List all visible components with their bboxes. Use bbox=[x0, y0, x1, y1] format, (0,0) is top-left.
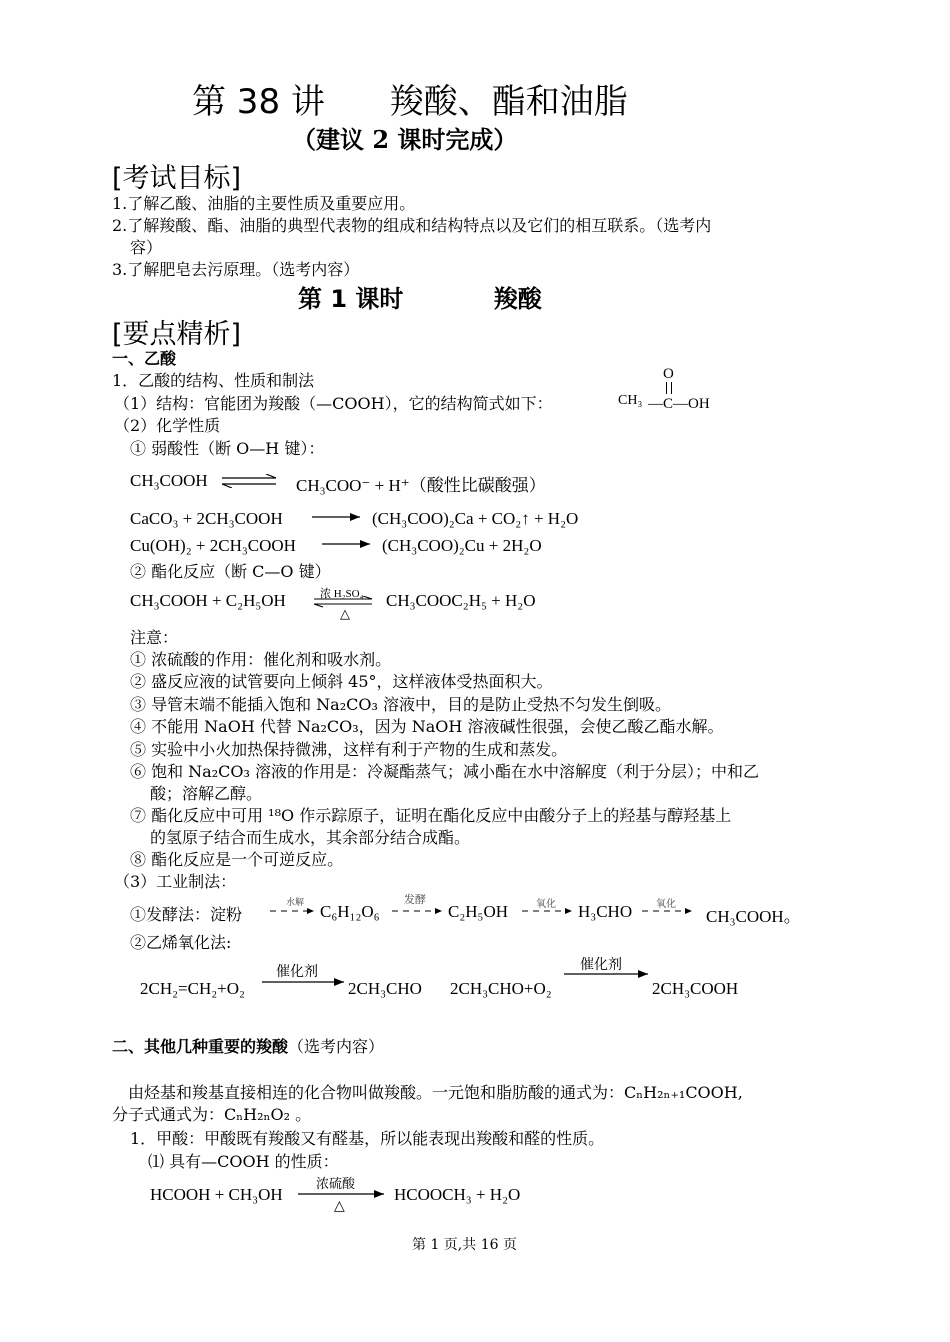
note-4: ④ 不能用 NaOH 代替 Na₂CO₃，因为 NaOH 溶液碱性很强，会使乙酸乙酯水解。 bbox=[130, 717, 724, 736]
lecture-number: 第 38 讲 bbox=[192, 82, 325, 122]
eq5-right: 2CH₃CHO bbox=[348, 979, 422, 998]
note-6: ⑥ 饱和 Na₂CO₃ 溶液的作用是：冷凝酯蒸气；减小酯在水中溶解度（利于分层）；中和乙 bbox=[130, 762, 759, 781]
ferment-arrow3-label: 氧化 bbox=[536, 899, 556, 910]
lesson-number: 第 1 课时 bbox=[298, 285, 404, 313]
fermentation-label: ①发酵法：淀粉 bbox=[130, 905, 243, 924]
note-7-cont: 的氢原子结合而生成水，其余部分结合成酯。 bbox=[150, 828, 471, 847]
ferment-product-4: CH₃COOH。 bbox=[706, 907, 801, 926]
exam-goals-heading: [考试目标] bbox=[112, 163, 242, 194]
eq5-catalyst: 催化剂 bbox=[276, 964, 318, 980]
exam-goal-1: 1.了解乙酸、油脂的主要性质及重要应用。 bbox=[112, 194, 416, 213]
eq2-left: CaCO₃ + 2CH₃COOH bbox=[130, 509, 283, 528]
note-6-cont: 酸；溶解乙醇。 bbox=[150, 784, 263, 803]
esterification-line: ② 酯化反应（断 C—O 键） bbox=[130, 562, 331, 581]
exam-goal-3: 3.了解肥皂去污原理。（选考内容） bbox=[112, 260, 360, 279]
notes-heading: 注意： bbox=[130, 628, 179, 647]
section2-paragraph-1: 由烃基和羧基直接相连的化合物叫做羧酸。一元饱和脂肪酸的通式为：CₙH₂ₙ₊₁COOH, bbox=[128, 1083, 743, 1102]
eq6-catalyst: 催化剂 bbox=[580, 957, 622, 973]
section2-title: 二、其他几种重要的羧酸 bbox=[112, 1037, 289, 1056]
ferment-product-1: C₆H₁₂O₆ bbox=[320, 902, 380, 921]
ferment-arrow4-label: 氧化 bbox=[656, 899, 676, 910]
structure-line: （1）结构：官能团为羧酸（—COOH），它的结构简式如下： bbox=[114, 394, 553, 413]
lesson-title bbox=[298, 279, 542, 314]
note-2: ② 盛反应液的试管要向上倾斜 45°，这样液体受热面积大。 bbox=[130, 672, 553, 691]
section2-heading bbox=[112, 1034, 384, 1057]
note-8: ⑧ 酯化反应是一个可逆反应。 bbox=[130, 850, 344, 869]
eq1-left: CH₃COOH bbox=[130, 471, 208, 490]
ferment-arrow1-label: 水解 bbox=[286, 897, 305, 907]
ferment-product-2: C₂H₅OH bbox=[448, 902, 509, 921]
section2-note: （选考内容） bbox=[288, 1037, 385, 1056]
dashed-arrow-icon bbox=[270, 906, 316, 916]
reaction-arrow-icon bbox=[312, 511, 362, 523]
eq4-right: CH₃COOC₂H₅ + H₂O bbox=[386, 591, 536, 610]
eq7-condition-bottom: △ bbox=[334, 1199, 345, 1214]
weak-acid-line: ① 弱酸性（断 O—H 键）： bbox=[130, 439, 325, 458]
note-3: ③ 导管末端不能插入饱和 Na₂CO₃ 溶液中，目的是防止受热不匀发生倒吸。 bbox=[130, 695, 671, 714]
ferment-arrow2-label: 发酵 bbox=[404, 894, 426, 906]
reaction-arrow-icon bbox=[262, 976, 346, 988]
acetic-acid-intro: 1．乙酸的结构、性质和制法 bbox=[112, 371, 315, 390]
struct-methyl: CH₃ bbox=[618, 393, 643, 408]
note-7: ⑦ 酯化反应中可用 ¹⁸O 作示踪原子，证明在酯化反应中由酸分子上的羟基与醇羟基上 bbox=[130, 806, 732, 825]
note-5: ⑤ 实验中小火加热保持微沸，这样有利于产物的生成和蒸发。 bbox=[130, 740, 568, 759]
eq7-condition-top: 浓硫酸 bbox=[316, 1177, 356, 1192]
section1-heading: 一、乙酸 bbox=[112, 349, 177, 368]
lecture-topic: 羧酸、酯和油脂 bbox=[389, 82, 628, 122]
eq7-right: HCOOCH₃ + H₂O bbox=[394, 1185, 521, 1204]
eq4-condition-bottom: △ bbox=[340, 606, 350, 621]
dashed-arrow-icon bbox=[642, 906, 694, 916]
key-points-heading: [要点精析] bbox=[112, 319, 242, 350]
eq6-left: 2CH₃CHO+O₂ bbox=[450, 979, 552, 998]
chem-props-line: （2）化学性质 bbox=[114, 416, 221, 435]
dashed-arrow-icon bbox=[392, 906, 444, 916]
exam-goal-2-cont: 容） bbox=[130, 238, 163, 257]
equilibrium-arrow-icon bbox=[220, 474, 278, 488]
exam-goal-2: 2.了解羧酸、酯、油脂的典型代表物的组成和结构特点以及它们的相互联系。（选考内 bbox=[112, 216, 712, 235]
page-title bbox=[192, 74, 628, 123]
dashed-arrow-icon bbox=[522, 906, 574, 916]
note-1: ① 浓硫酸的作用：催化剂和吸水剂。 bbox=[130, 650, 392, 669]
eq7-left: HCOOH + CH₃OH bbox=[150, 1185, 283, 1204]
struct-oxygen: O bbox=[663, 366, 674, 382]
struct-double-bond bbox=[666, 382, 672, 394]
ethylene-oxidation-label: ②乙烯氧化法: bbox=[130, 933, 232, 952]
ferment-product-3: H₃CHO bbox=[578, 902, 633, 921]
formic-acid-line: 1．甲酸：甲酸既有羧酸又有醛基，所以能表现出羧酸和醛的性质。 bbox=[130, 1129, 605, 1148]
lesson-topic: 羧酸 bbox=[493, 285, 542, 313]
section2-paragraph-2: 分子式通式为：CₙH₂ₙO₂ 。 bbox=[112, 1105, 312, 1124]
struct-carboxyl: —C—OH bbox=[648, 396, 710, 412]
eq4-left: CH₃COOH + C₂H₅OH bbox=[130, 591, 286, 610]
eq6-right: 2CH₃COOH bbox=[652, 979, 739, 998]
page-subtitle: （建议 2 课时完成） bbox=[292, 125, 518, 154]
eq3-left: Cu(OH)₂ + 2CH₃COOH bbox=[130, 536, 296, 555]
reaction-arrow-icon bbox=[322, 538, 372, 550]
eq1-right: CH₃COO⁻ + H⁺（酸性比碳酸强） bbox=[296, 476, 546, 495]
eq3-right: (CH₃COO)₂Cu + 2H₂O bbox=[382, 536, 542, 555]
page-footer: 第 1 页,共 16 页 bbox=[412, 1237, 517, 1253]
formic-acid-sub: ⑴ 具有—COOH 的性质： bbox=[148, 1152, 339, 1171]
eq2-right: (CH₃COO)₂Ca + CO₂↑ + H₂O bbox=[372, 509, 579, 528]
eq4-condition-top: 浓 H₂SO₄ bbox=[320, 588, 364, 600]
eq5-left: 2CH₂=CH₂+O₂ bbox=[140, 979, 245, 998]
reaction-arrow-icon bbox=[564, 968, 650, 980]
industrial-heading: （3）工业制法： bbox=[114, 872, 237, 891]
